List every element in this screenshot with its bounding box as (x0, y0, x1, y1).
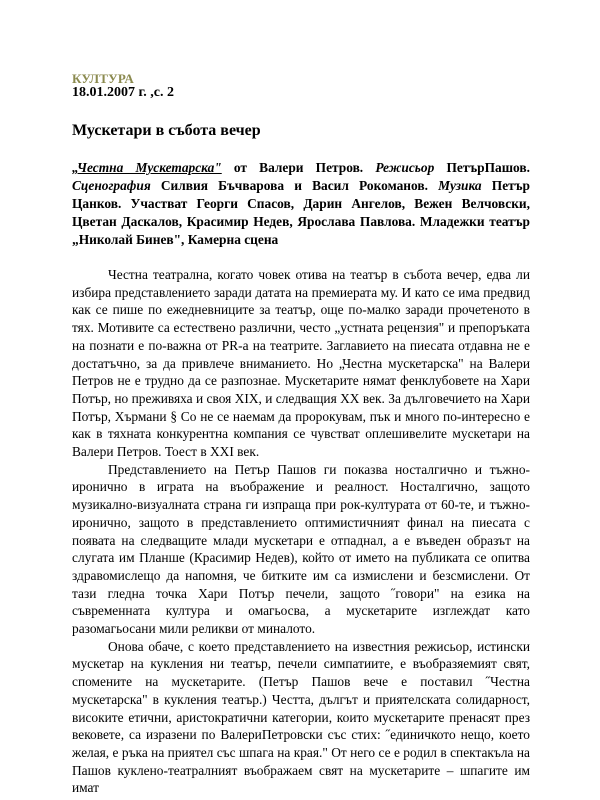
date-line: 18.01.2007 г. ,с. 2 (72, 85, 174, 100)
paragraph: Представлението на Петър Пашов ги показва носталгично и тъжно-иронично в играта на въображение и реалност. Носталгично, защото музикално-визуалната страна ги изпраща при рок-културата от 60-те, и тъжно-иронично, защото в представлението оптимистичният финал на пиесата с появата на следващите млади мускетари е отпаднал, а е въведен образът на слугата им Планше (Красимир Недев), който от името на публиката се опитва здравомислещо да напомня, че битките им са измислени и безсмислени. От тази гледна точка Хари Потър печели, защото ˝говори" на езика на съвременната култура и омагьосва, а мускетарите изглеждат като разомагьосани мили реликви от миналото. (72, 461, 530, 637)
play-title: „Честна Мускетарска" (72, 160, 222, 175)
paragraph: Честна театрална, когато човек отива на театър в събота вечер, едва ли избира представлението заради датата на премиерата му. И като се има предвид как се пише по ежедневниците за театър, още по-малко заради прочетеното в тях. Мотивите са естествено различни, често „устната рецензия" и препоръката на познати е по-важна от PR-а на театрите. Заглавието на пиесата отдавна не е достатъчно, за да привлече вниманието. Но „Честна мускетарска" на Валери Петров не е трудно да се разпознае. Мускетарите нямат фенклубовете на Хари Потър, но преживяха и своя XIX, и следващия XX век. За дълговечието на Хари Потър, Хърмани § Со не се наемам да пророкувам, пък и много по-интересно е как в тяхната конкурентна компания се чувстват оплешивелите мускетари на Валери Петров. Тоест в XXI век. (72, 267, 530, 460)
director-name: ПетърПашов. (434, 160, 530, 175)
credits-block (72, 159, 530, 249)
article-body (72, 266, 530, 797)
author-text: от Валери Петров. (221, 160, 376, 175)
set-designers: Силвия Бъчварова и Васил Рокоманов. (150, 178, 439, 193)
music-and-cast: Петър Цанков. Участват Георги Спасов, Дарин Ангелов, Вежен Велчовски, Цветан Даскалов, Красимир Недев, Ярослава Павлова. Младежки театър „Николай Бинев", Камерна сцена (72, 178, 530, 247)
article-page (72, 72, 530, 797)
section-label: КУЛТУРА (72, 71, 134, 86)
music-label: Музика (438, 178, 482, 193)
article-title: Мускетари в събота вечер (72, 122, 261, 139)
director-label: Режисьор (375, 160, 435, 175)
set-label: Сценография (72, 178, 151, 193)
paragraph: Онова обаче, с което представлението на известния режисьор, истински мускетар на кукления ни театър, печели симпатиите, е въобразяемият свят, споменитe на мускетарите. (Петър Пашов вече е поставил ˝Честна мускетарска" в кукления театър.) Честта, дългът и приятелската солидарност, високите етични, аристократични категории, които мускетарите пренасят през вековете, са изразени по ВалериПетровски със стих: ˝единичкото нещо, което желая, е ръка на приятел със шпага на края." От него се е родил в спектакъла на Пашов кукленo-театралният въображаем свят на мускетарите – шпагите им имат (72, 638, 530, 796)
